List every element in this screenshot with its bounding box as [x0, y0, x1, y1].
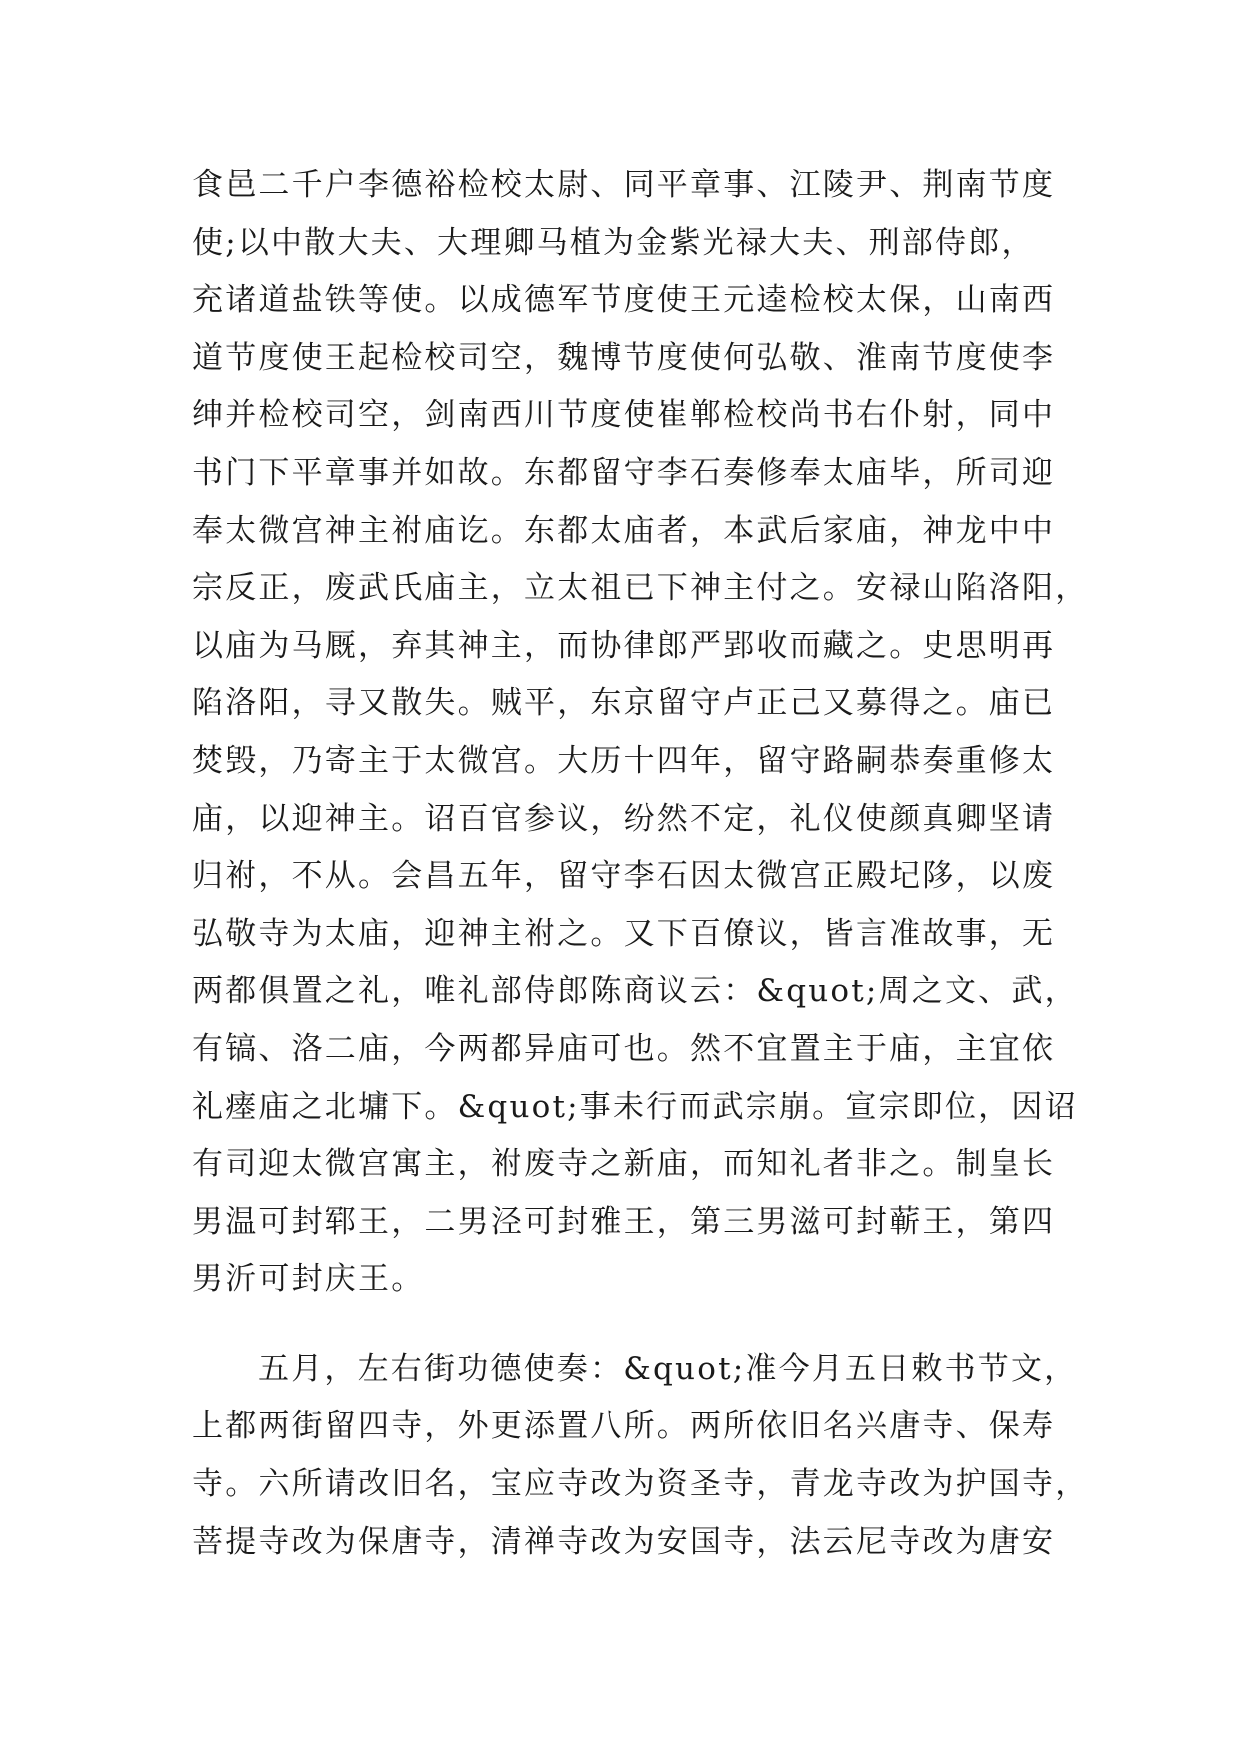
text-line: 使;以中散大夫、大理卿马植为金紫光禄大夫、刑部侍郎， [192, 224, 1035, 261]
text-line: 以庙为马厩，弃其神主，而协律郎严郢收而藏之。史思明再 [192, 627, 1056, 664]
text-line: 上都两街留四寺，外更添置八所。两所依旧名兴唐寺、保寿 [192, 1408, 1056, 1445]
text-line: 庙，以迎神主。诏百官参议，纷然不定，礼仪使颜真卿坚请 [192, 800, 1056, 837]
text-line: 寺。六所请改旧名，宝应寺改为资圣寺，青龙寺改为护国寺， [192, 1466, 1089, 1503]
text-line: 焚毁，乃寄主于太微宫。大历十四年，留守路嗣恭奏重修太 [192, 742, 1056, 779]
text-line: 食邑二千户李德裕检校太尉、同平章事、江陵尹、荆南节度 [192, 167, 1056, 203]
document-body [192, 157, 1089, 1571]
text-line: 有司迎太微宫寓主，祔废寺之新庙，而知礼者非之。制皇长 [192, 1146, 1056, 1183]
text-line: 宗反正，废武氏庙主，立太祖已下神主付之。安禄山陷洛阳， [192, 570, 1089, 607]
text-line: 两都俱置之礼，唯礼部侍郎陈商议云：&quot;周之文、武， [192, 973, 1078, 1010]
paragraph-1 [192, 157, 1089, 1309]
text-line: 奉太微宫神主祔庙讫。东都太庙者，本武后家庙，神龙中中 [192, 512, 1056, 549]
text-line: 道节度使王起检校司空，魏博节度使何弘敬、淮南节度使李 [192, 339, 1056, 376]
text-line: 书门下平章事并如故。东都留守李石奏修奉太庙毕，所司迎 [192, 454, 1056, 491]
text-line: 归祔，不从。会昌五年，留守李石因太微宫正殿圮陊，以废 [192, 858, 1056, 895]
text-line: 礼瘗庙之北墉下。&quot;事未行而武宗崩。宣宗即位，因诏 [192, 1088, 1078, 1125]
text-line: 充诸道盐铁等使。以成德军节度使王元逵检校太保，山南西 [192, 282, 1056, 319]
paragraph-2 [192, 1341, 1089, 1571]
text-line: 弘敬寺为太庙，迎神主祔之。又下百僚议，皆言准故事，无 [192, 915, 1056, 952]
text-line: 五月，左右街功德使奏：&quot;准今月五日敕书节文， [258, 1350, 1078, 1387]
text-line: 男温可封郓王，二男泾可封雅王，第三男滋可封蕲王，第四 [192, 1203, 1056, 1240]
text-line: 男沂可封庆王。 [192, 1261, 425, 1298]
text-line: 陷洛阳，寻又散失。贼平，东京留守卢正己又募得之。庙已 [192, 685, 1056, 722]
text-line: 有镐、洛二庙，今两都异庙可也。然不宜置主于庙，主宜依 [192, 1030, 1056, 1067]
text-line: 绅并检校司空，剑南西川节度使崔郸检校尚书右仆射，同中 [192, 397, 1056, 434]
text-line: 菩提寺改为保唐寺，清禅寺改为安国寺，法云尼寺改为唐安 [192, 1523, 1056, 1560]
paragraph-gap [192, 1309, 1072, 1341]
